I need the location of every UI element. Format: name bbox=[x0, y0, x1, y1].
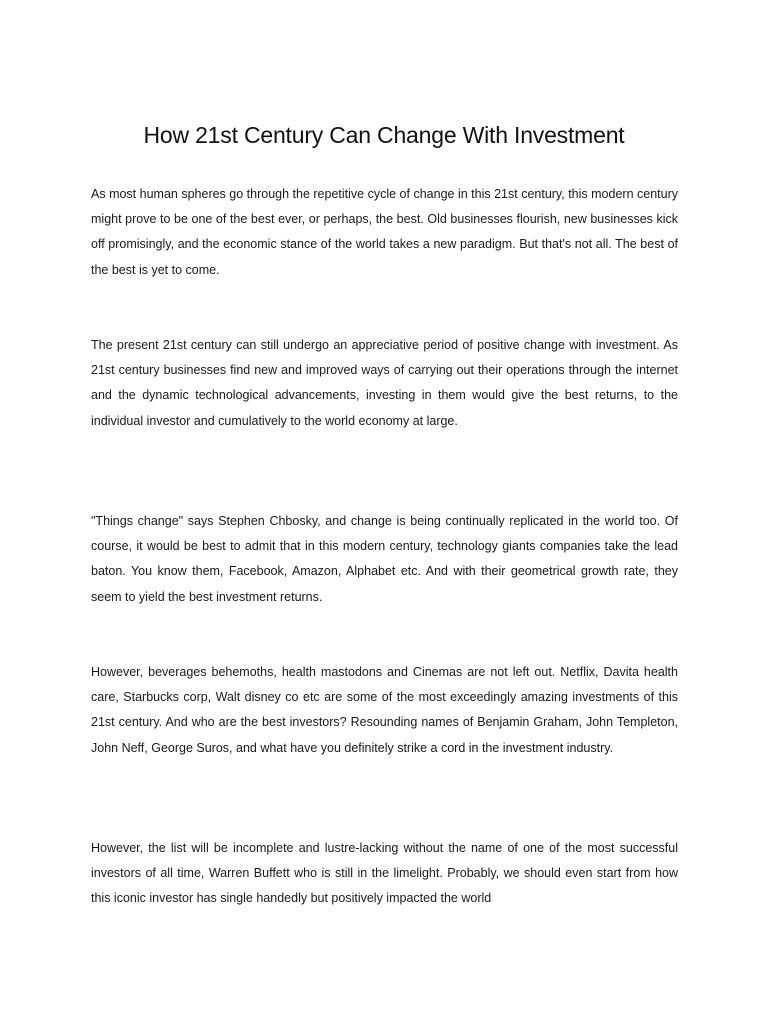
paragraph-intro: As most human spheres go through the repetitive cycle of change in this 21st century, this modern century might prove to be one of the best ever, or perhaps, the best. Old businesses flourish, new businesses kick off promisingly, and the economic stance of the world takes a new paradigm. But that's not all. The best of the best is yet to come. bbox=[91, 187, 678, 277]
paragraph-warren-buffett: However, the list will be incomplete and lustre-lacking without the name of one of the most successful investors of all time, Warren Buffett who is still in the limelight. Probably, we should even start from how this iconic investor has single handedly but positively impacted the world bbox=[91, 841, 678, 906]
paragraph-things-change: "Things change" says Stephen Chbosky, and change is being continually replicated in the world too. Of course, it would be best to admit that in this modern century, technology giants companies take the lead baton. You know them, Facebook, Amazon, Alphabet etc. And with their geometrical growth rate, they seem to yield the best investment returns. bbox=[91, 514, 678, 604]
paragraph-present-century: The present 21st century can still undergo an appreciative period of positive change with investment. As 21st century businesses find new and improved ways of carrying out their operations through the internet and the dynamic technological advancements, investing in them would give the best returns, to the individual investor and cumulatively to the world economy at large. bbox=[91, 338, 678, 428]
document-title: How 21st Century Can Change With Investment bbox=[143, 122, 625, 148]
paragraph-beverages-behemoths: However, beverages behemoths, health mastodons and Cinemas are not left out. Netflix, Davita health care, Starbucks corp, Walt disney co etc are some of the most exceedingly amazing investments of this 21st century. And who are the best investors? Resounding names of Benjamin Graham, John Templeton, John Neff, George Suros, and what have you definitely strike a cord in the investment industry. bbox=[91, 665, 678, 755]
